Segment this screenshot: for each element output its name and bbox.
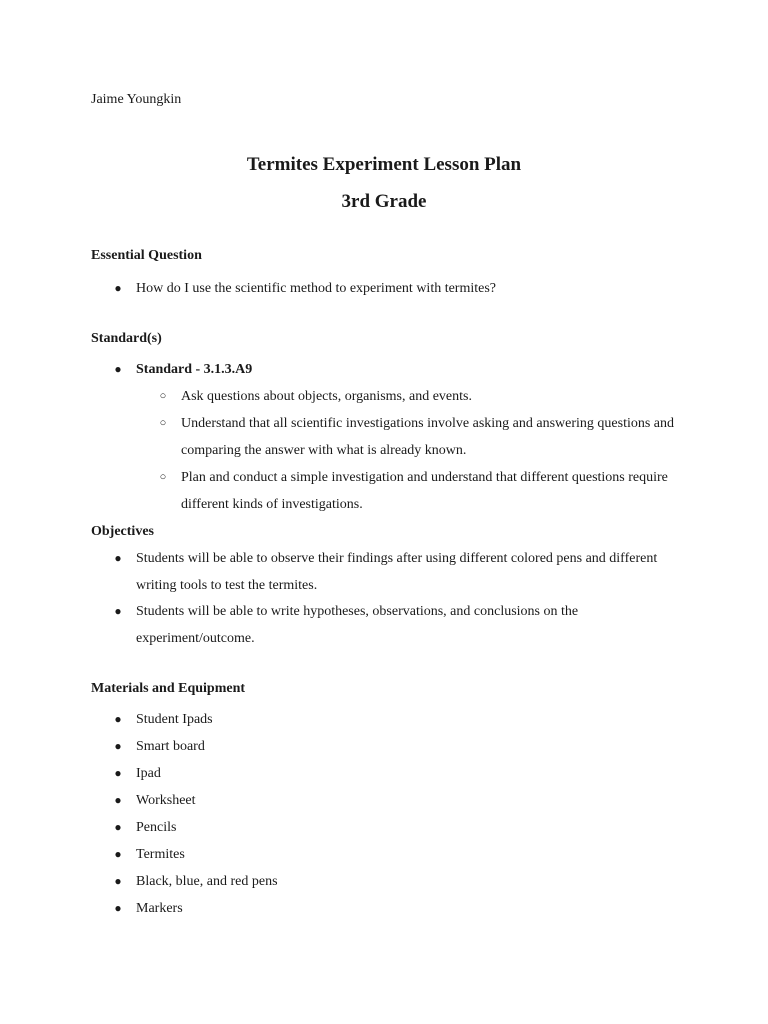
standard-sub-item: Plan and conduct a simple investigation and understand that different questions require different kinds of investigations. [181, 470, 668, 512]
essential-question-text: How do I use the scientific method to experiment with termites? [136, 281, 497, 296]
bullet-icon: ● [114, 847, 122, 861]
bullet-icon: ● [114, 901, 122, 915]
document-title: Termites Experiment Lesson Plan [246, 154, 522, 175]
grade-level: 3rd Grade [341, 191, 427, 212]
bullet-icon: ● [114, 551, 122, 565]
bullet-icon: ● [114, 793, 122, 807]
material-item: Pencils [136, 820, 177, 835]
objective-text: Students will be able to observe their findings after using different colored pens and different writing tools to test the termites. [136, 551, 658, 593]
objective-text: Students will be able to write hypotheses, observations, and conclusions on the experiment/outcome. [136, 604, 579, 646]
standard-sub-item: Ask questions about objects, organisms, and events. [181, 389, 472, 404]
essential-question-heading: Essential Question [91, 248, 202, 263]
material-item: Student Ipads [136, 712, 213, 727]
objectives-heading: Objectives [91, 524, 154, 539]
material-item: Worksheet [136, 793, 196, 808]
standard-label: Standard - 3.1.3.A9 [136, 362, 253, 377]
author-name: Jaime Youngkin [91, 92, 182, 107]
material-item: Smart board [136, 739, 205, 754]
bullet-icon: ● [114, 712, 122, 726]
bullet-icon: ● [114, 604, 122, 618]
sub-bullet-icon: ○ [159, 417, 167, 429]
bullet-icon: ● [114, 766, 122, 780]
material-item: Ipad [136, 766, 161, 781]
bullet-icon: ● [114, 281, 122, 295]
material-item: Black, blue, and red pens [136, 874, 278, 889]
material-item: Markers [136, 901, 183, 916]
standard-sub-item: Understand that all scientific investigations involve asking and answering questions and comparing the answer with what is already known. [181, 416, 675, 458]
sub-bullet-icon: ○ [159, 390, 167, 402]
material-item: Termites [136, 847, 185, 862]
bullet-icon: ● [114, 874, 122, 888]
standards-heading: Standard(s) [91, 331, 162, 346]
materials-heading: Materials and Equipment [91, 681, 246, 696]
bullet-icon: ● [114, 362, 122, 376]
bullet-icon: ● [114, 739, 122, 753]
bullet-icon: ● [114, 820, 122, 834]
sub-bullet-icon: ○ [159, 471, 167, 483]
